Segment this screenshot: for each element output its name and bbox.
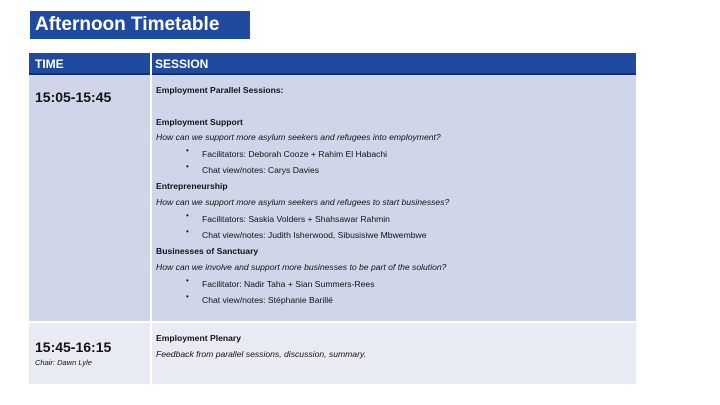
group-question: How can we support more asylum seekers and refugees to start businesses? <box>156 197 450 207</box>
session-description: Feedback from parallel sessions, discussion, summary. <box>156 349 366 359</box>
column-divider <box>150 75 152 321</box>
bullet-text: Facilitators: Saskia Volders + Shahsawar Rahmin <box>202 214 390 224</box>
bullet-text: Chat view/notes: Judith Isherwood, Sibusisiwe Mbwembwe <box>202 230 427 240</box>
session-heading: Employment Parallel Sessions: <box>156 85 284 95</box>
row-time: 15:05-15:45 <box>35 89 112 105</box>
group-question: How can we support more asylum seekers and refugees into employment? <box>156 132 441 142</box>
timetable <box>29 53 636 384</box>
bullet-icon: • <box>186 292 189 301</box>
bullet-text: Facilitator: Nadir Taha + Sian Summers-Rees <box>202 279 375 289</box>
header-session: SESSION <box>155 57 209 71</box>
bullet-text: Facilitators: Deborah Cooze + Rahim El Habachi <box>202 149 388 159</box>
bullet-icon: • <box>186 146 189 155</box>
bullet-icon: • <box>186 276 189 285</box>
column-divider <box>150 323 152 384</box>
group-title: Employment Support <box>156 117 243 127</box>
session-title: Employment Plenary <box>156 333 242 343</box>
page-title: Afternoon Timetable <box>30 11 250 39</box>
bullet-text: Chat view/notes: Carys Davies <box>202 165 320 175</box>
row-chair: Chair: Dawn Lyle <box>35 358 92 367</box>
bullet-icon: • <box>186 211 189 220</box>
table-row <box>29 323 636 384</box>
header-divider <box>150 53 152 75</box>
header-time: TIME <box>35 57 64 71</box>
group-title: Businesses of Sanctuary <box>156 246 259 256</box>
group-question: How can we involve and support more businesses to be part of the solution? <box>156 262 447 272</box>
bullet-text: Chat view/notes: Stéphanie Barillé <box>202 295 333 305</box>
row-time: 15:45-16:15 <box>35 339 112 355</box>
table-header <box>29 53 636 75</box>
bullet-icon: • <box>186 227 189 236</box>
bullet-icon: • <box>186 162 189 171</box>
group-title: Entrepreneurship <box>156 181 228 191</box>
table-row <box>29 75 636 321</box>
